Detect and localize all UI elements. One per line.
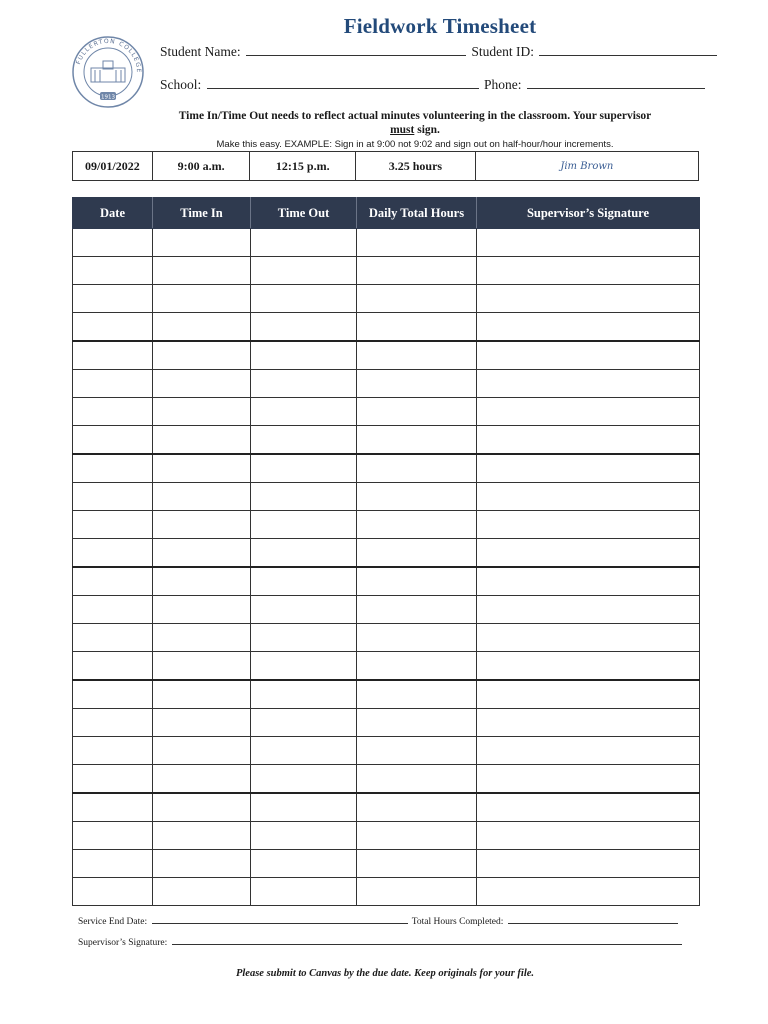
- date-cell[interactable]: [73, 822, 153, 850]
- time-in-cell[interactable]: [153, 341, 251, 370]
- instructions-must: must: [390, 124, 415, 136]
- supervisor-signature-cell[interactable]: [477, 539, 700, 568]
- seal-text: FULLERTON COLLEGE: [75, 37, 143, 74]
- daily-total-cell[interactable]: [357, 822, 477, 850]
- time-out-cell[interactable]: [251, 793, 357, 822]
- daily-total-cell[interactable]: [357, 624, 477, 652]
- table-row: [73, 341, 700, 370]
- time-in-cell[interactable]: [153, 285, 251, 313]
- table-row: [73, 539, 700, 568]
- time-out-cell[interactable]: [251, 398, 357, 426]
- time-in-cell[interactable]: [153, 765, 251, 794]
- date-cell[interactable]: [73, 878, 153, 906]
- time-in-cell[interactable]: [153, 624, 251, 652]
- table-row: [73, 511, 700, 539]
- time-in-cell[interactable]: [153, 567, 251, 596]
- date-cell[interactable]: [73, 765, 153, 794]
- time-in-cell[interactable]: [153, 483, 251, 511]
- supervisor-signature-cell[interactable]: [477, 483, 700, 511]
- table-row: [73, 765, 700, 794]
- date-cell[interactable]: [73, 370, 153, 398]
- student-name-row: [160, 43, 719, 60]
- time-out-cell[interactable]: [251, 454, 357, 483]
- supervisor-signature-cell[interactable]: [477, 370, 700, 398]
- supervisor-signature-cell[interactable]: [477, 737, 700, 765]
- table-header-row: [73, 198, 700, 229]
- table-row: [73, 624, 700, 652]
- school-label: School:: [160, 77, 202, 92]
- date-cell[interactable]: [73, 511, 153, 539]
- supervisor-signature-cell[interactable]: [477, 341, 700, 370]
- date-cell[interactable]: [73, 341, 153, 370]
- table-row: [73, 285, 700, 313]
- phone-label: Phone:: [484, 77, 522, 92]
- header-time-out: Time Out: [251, 198, 357, 229]
- seal-year: 1913: [101, 94, 115, 101]
- daily-total-cell[interactable]: [357, 567, 477, 596]
- daily-total-cell[interactable]: [357, 370, 477, 398]
- supervisor-signature-row: [78, 935, 684, 948]
- page-title: Fieldwork Timesheet: [343, 14, 537, 38]
- daily-total-cell[interactable]: [357, 709, 477, 737]
- time-out-cell[interactable]: [251, 822, 357, 850]
- service-end-row: [78, 914, 680, 927]
- date-cell[interactable]: [73, 596, 153, 624]
- time-in-cell[interactable]: [153, 229, 251, 257]
- time-out-cell[interactable]: [251, 229, 357, 257]
- time-out-cell[interactable]: [251, 737, 357, 765]
- time-in-cell[interactable]: [153, 652, 251, 681]
- phone-field[interactable]: [527, 76, 705, 89]
- table-row: [73, 793, 700, 822]
- daily-total-cell[interactable]: [357, 680, 477, 709]
- supervisor-signature-cell[interactable]: [477, 822, 700, 850]
- time-out-cell[interactable]: [251, 850, 357, 878]
- table-row: [73, 257, 700, 285]
- supervisor-signature-field[interactable]: [172, 935, 682, 945]
- daily-total-cell[interactable]: [357, 285, 477, 313]
- date-cell[interactable]: [73, 454, 153, 483]
- time-out-cell[interactable]: [251, 624, 357, 652]
- service-end-field[interactable]: [152, 914, 408, 924]
- date-cell[interactable]: [73, 680, 153, 709]
- date-cell[interactable]: [73, 567, 153, 596]
- daily-total-cell[interactable]: [357, 737, 477, 765]
- daily-total-cell[interactable]: [357, 596, 477, 624]
- supervisor-signature-cell[interactable]: [477, 285, 700, 313]
- table-row: [73, 850, 700, 878]
- table-row: [73, 370, 700, 398]
- supervisor-signature-cell[interactable]: [477, 850, 700, 878]
- timesheet-table: [72, 197, 700, 906]
- date-cell[interactable]: [73, 652, 153, 681]
- date-cell[interactable]: [73, 285, 153, 313]
- service-end-label: Service End Date:: [78, 917, 148, 927]
- student-name-field[interactable]: [246, 43, 466, 56]
- table-row: [73, 313, 700, 342]
- student-name-label: Student Name:: [160, 44, 241, 59]
- header-supervisor-signature: Supervisor’s Signature: [477, 198, 700, 229]
- time-in-cell[interactable]: [153, 709, 251, 737]
- time-in-cell[interactable]: [153, 398, 251, 426]
- time-in-cell[interactable]: [153, 539, 251, 568]
- daily-total-cell[interactable]: [357, 454, 477, 483]
- example-note: Make this easy. EXAMPLE: Sign in at 9:00 not 9:02 and sign out on half-hour/hour increments.: [216, 139, 614, 150]
- instructions: [150, 109, 680, 137]
- time-out-cell[interactable]: [251, 539, 357, 568]
- date-cell[interactable]: [73, 313, 153, 342]
- daily-total-cell[interactable]: [357, 793, 477, 822]
- daily-total-cell[interactable]: [357, 878, 477, 906]
- time-in-cell[interactable]: [153, 596, 251, 624]
- example-date: 09/01/2022: [73, 152, 153, 180]
- time-out-cell[interactable]: [251, 370, 357, 398]
- daily-total-cell[interactable]: [357, 257, 477, 285]
- time-in-cell[interactable]: [153, 313, 251, 342]
- time-in-cell[interactable]: [153, 511, 251, 539]
- supervisor-signature-cell[interactable]: [477, 313, 700, 342]
- daily-total-cell[interactable]: [357, 850, 477, 878]
- header-time-in: Time In: [153, 198, 251, 229]
- daily-total-cell[interactable]: [357, 765, 477, 794]
- time-out-cell[interactable]: [251, 709, 357, 737]
- time-out-cell[interactable]: [251, 483, 357, 511]
- daily-total-cell[interactable]: [357, 426, 477, 455]
- time-out-cell[interactable]: [251, 680, 357, 709]
- example-row: [72, 151, 699, 181]
- date-cell[interactable]: [73, 737, 153, 765]
- time-out-cell[interactable]: [251, 426, 357, 455]
- table-row: [73, 398, 700, 426]
- supervisor-signature-cell[interactable]: [477, 680, 700, 709]
- school-row: [160, 76, 707, 93]
- table-row: [73, 454, 700, 483]
- college-seal-logo: [67, 36, 149, 108]
- time-in-cell[interactable]: [153, 822, 251, 850]
- supervisor-signature-cell[interactable]: [477, 793, 700, 822]
- example-time-in: 9:00 a.m.: [153, 152, 251, 180]
- supervisor-signature-label: Supervisor’s Signature:: [78, 938, 168, 948]
- example-signature: Jim Brown: [560, 160, 614, 172]
- table-row: [73, 596, 700, 624]
- date-cell[interactable]: [73, 624, 153, 652]
- daily-total-cell[interactable]: [357, 483, 477, 511]
- instructions-sign: sign.: [414, 124, 440, 136]
- time-in-cell[interactable]: [153, 878, 251, 906]
- supervisor-signature-cell[interactable]: [477, 624, 700, 652]
- time-out-cell[interactable]: [251, 285, 357, 313]
- submit-note: Please submit to Canvas by the due date. Keep originals for your file.: [235, 968, 535, 979]
- time-in-cell[interactable]: [153, 793, 251, 822]
- date-cell[interactable]: [73, 257, 153, 285]
- school-field[interactable]: [207, 76, 479, 89]
- date-cell[interactable]: [73, 229, 153, 257]
- date-cell[interactable]: [73, 793, 153, 822]
- supervisor-signature-cell[interactable]: [477, 878, 700, 906]
- supervisor-signature-cell[interactable]: [477, 257, 700, 285]
- table-row: [73, 709, 700, 737]
- time-out-cell[interactable]: [251, 652, 357, 681]
- table-row: [73, 652, 700, 681]
- supervisor-signature-cell[interactable]: [477, 765, 700, 794]
- supervisor-signature-cell[interactable]: [477, 398, 700, 426]
- date-cell[interactable]: [73, 398, 153, 426]
- table-row: [73, 680, 700, 709]
- example-time-out: 12:15 p.m.: [250, 152, 356, 180]
- header-daily-total: Daily Total Hours: [357, 198, 477, 229]
- daily-total-cell[interactable]: [357, 313, 477, 342]
- instructions-line1: Time In/Time Out needs to reflect actual minutes volunteering in the classroom. Your supervisor: [178, 110, 652, 122]
- supervisor-signature-cell[interactable]: [477, 652, 700, 681]
- total-hours-field[interactable]: [508, 914, 678, 924]
- date-cell[interactable]: [73, 850, 153, 878]
- daily-total-cell[interactable]: [357, 511, 477, 539]
- time-in-cell[interactable]: [153, 850, 251, 878]
- supervisor-signature-cell[interactable]: [477, 511, 700, 539]
- table-row: [73, 567, 700, 596]
- time-out-cell[interactable]: [251, 341, 357, 370]
- table-row: [73, 822, 700, 850]
- time-out-cell[interactable]: [251, 765, 357, 794]
- time-in-cell[interactable]: [153, 426, 251, 455]
- daily-total-cell[interactable]: [357, 539, 477, 568]
- date-cell[interactable]: [73, 539, 153, 568]
- example-hours: 3.25 hours: [356, 152, 476, 180]
- total-hours-label: Total Hours Completed:: [411, 917, 504, 927]
- time-out-cell[interactable]: [251, 511, 357, 539]
- time-in-cell[interactable]: [153, 454, 251, 483]
- daily-total-cell[interactable]: [357, 229, 477, 257]
- supervisor-signature-cell[interactable]: [477, 426, 700, 455]
- time-in-cell[interactable]: [153, 680, 251, 709]
- table-row: [73, 483, 700, 511]
- daily-total-cell[interactable]: [357, 398, 477, 426]
- supervisor-signature-cell[interactable]: [477, 454, 700, 483]
- table-row: [73, 737, 700, 765]
- student-id-label: Student ID:: [471, 44, 534, 59]
- supervisor-signature-cell[interactable]: [477, 596, 700, 624]
- table-row: [73, 878, 700, 906]
- daily-total-cell[interactable]: [357, 652, 477, 681]
- time-out-cell[interactable]: [251, 878, 357, 906]
- supervisor-signature-cell[interactable]: [477, 567, 700, 596]
- time-out-cell[interactable]: [251, 313, 357, 342]
- header-date: Date: [73, 198, 153, 229]
- date-cell[interactable]: [73, 709, 153, 737]
- date-cell[interactable]: [73, 426, 153, 455]
- supervisor-signature-cell[interactable]: [477, 229, 700, 257]
- time-in-cell[interactable]: [153, 257, 251, 285]
- date-cell[interactable]: [73, 483, 153, 511]
- time-in-cell[interactable]: [153, 370, 251, 398]
- time-out-cell[interactable]: [251, 596, 357, 624]
- daily-total-cell[interactable]: [357, 341, 477, 370]
- time-out-cell[interactable]: [251, 567, 357, 596]
- time-in-cell[interactable]: [153, 737, 251, 765]
- time-out-cell[interactable]: [251, 257, 357, 285]
- supervisor-signature-cell[interactable]: [477, 709, 700, 737]
- table-row: [73, 426, 700, 455]
- student-id-field[interactable]: [539, 43, 717, 56]
- table-row: [73, 229, 700, 257]
